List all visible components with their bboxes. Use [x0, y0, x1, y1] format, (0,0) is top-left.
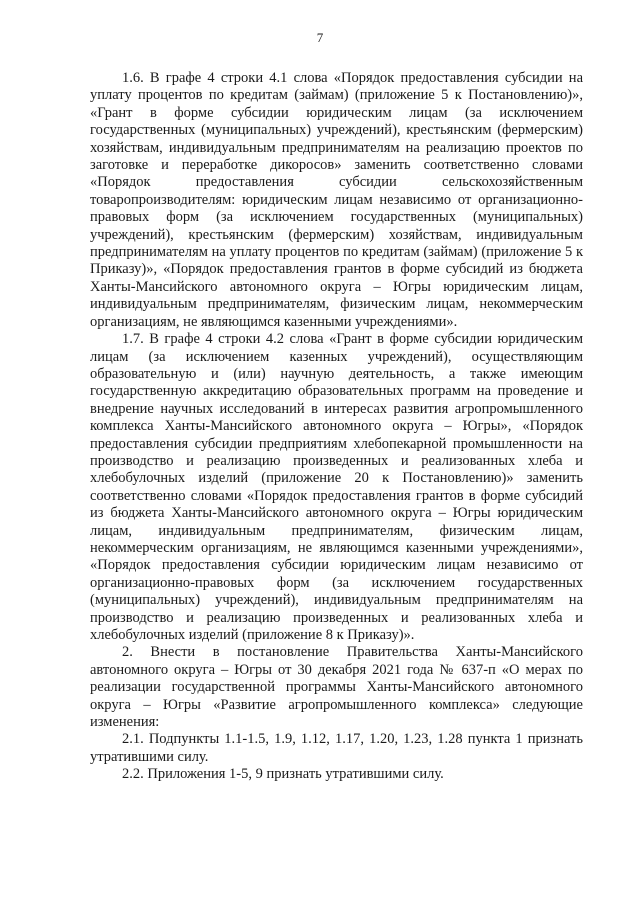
paragraph-2-2: 2.2. Приложения 1-5, 9 признать утратившими силу. [122, 766, 444, 783]
paragraph-1-7: 1.7. В графе 4 строки 4.2 слова «Грант в форме субсидии юридическим лицам (за исключением казенных учреждений), осуществляющим образовательную и (или) научную деятельность, а также имеющим государственную аккредитацию образовательных программ на проведение и внедрение научных исследований в интересах развития агропромышленного комплекса Ханты-Мансийского автономного округа – Югры», «Порядок предоставления субсидии предприятиям хлебопекарной промышленности на производство и реализацию произведенных и реализованных хлеба и хлебобулочных изделий (приложение 20 к Постановлению)» заменить соответственно словами «Порядок предоставления грантов в форме субсидий из бюджета Ханты-Мансийского автономного округа – Югры юридическим лицам, индивидуальным предпринимателям, физическим лицам, некоммерческим организациям, не являющимся казенными учреждениями», «Порядок предоставления субсидии юридическим лицам независимо от организационно-правовых форм (за исключением государственных (муниципальных) учреждений), индивидуальным предпринимателям на производство и реализацию произведенных и реализованных хлеба и хлебобулочных изделий (приложение 8 к Приказу)». [90, 331, 583, 643]
document-body [90, 70, 583, 784]
paragraph-1-6: 1.6. В графе 4 строки 4.1 слова «Порядок предоставления субсидии на уплату процентов по кредитам (займам) (приложение 5 к Постановлению)», «Грант в форме субсидии юридическим лицам (за исключением государственных (муниципальных) учреждений), крестьянским (фермерским) хозяйствам, индивидуальным предпринимателям на реализацию проектов по заготовке и переработке дикоросов» заменить соответственно словами «Порядок предоставления субсидии сельскохозяйственным товаропроизводителям: юридическим лицам независимо от организационно-правовых форм (за исключением государственных (муниципальных) учреждений), крестьянским (фермерским) хозяйствам, индивидуальным предпринимателям на уплату процентов по кредитам (займам) (приложение 5 к Приказу)», «Порядок предоставления грантов в форме субсидий из бюджета Ханты-Мансийского автономного округа – Югры юридическим лицам, индивидуальным предпринимателям, физическим лицам, некоммерческим организациям, не являющимся казенными учреждениями». [90, 70, 583, 330]
paragraph-2: 2. Внести в постановление Правительства Ханты-Мансийского автономного округа – Югры от 30 декабря 2021 года № 637-п «О мерах по реализации государственной программы Ханты-Мансийского автономного округа – Югры «Развитие агропромышленного комплекса» следующие изменения: [90, 644, 583, 731]
paragraph-2-1: 2.1. Подпункты 1.1-1.5, 1.9, 1.12, 1.17, 1.20, 1.23, 1.28 пункта 1 признать утратившими силу. [90, 731, 583, 765]
page-number: 7 [316, 30, 324, 45]
